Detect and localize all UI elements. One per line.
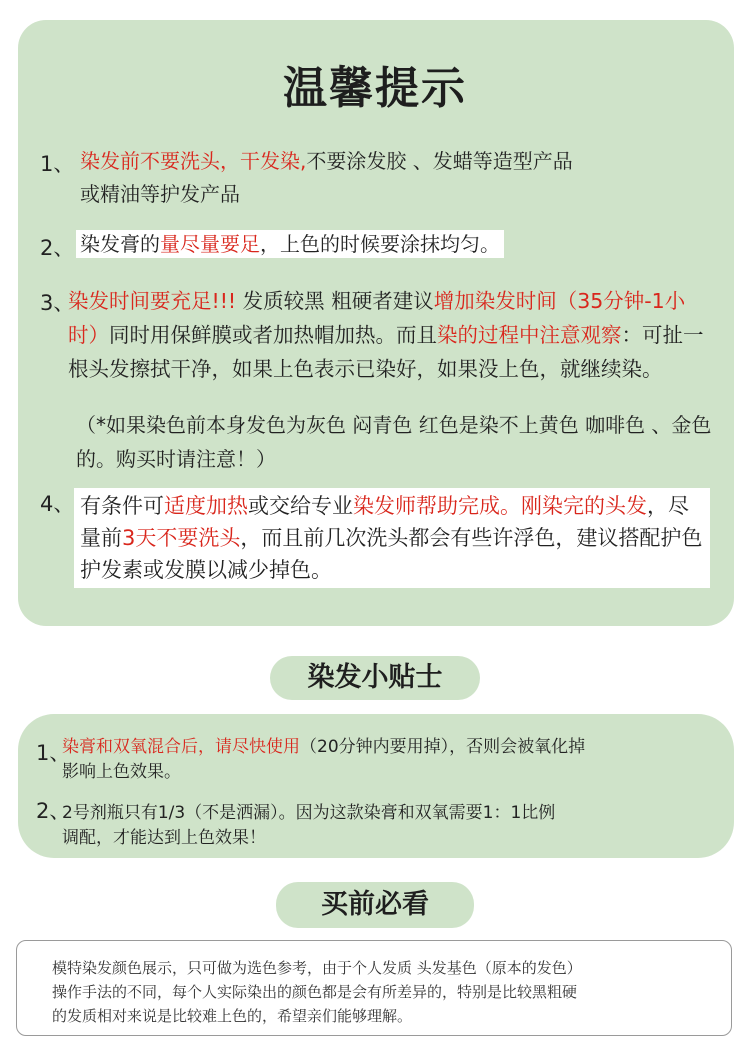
small-tip-2-number: 2、 <box>36 799 71 823</box>
small-tip-2-line-1: 2号剂瓶只有1/3（不是洒漏）。因为这款染膏和双氧需要1：1比例 <box>62 803 556 823</box>
item-3-number: 3、 <box>40 291 75 315</box>
item-4-text-g: ，而且前几次洗头都会有些许浮色，建议搭配护色护发素或发膜以减少掉色。 <box>80 526 703 582</box>
small-tip-1-line-2: 影响上色效果。 <box>62 762 181 782</box>
item-1-number: 1、 <box>40 152 75 176</box>
item-1-line-1 <box>80 145 573 178</box>
item-2-line <box>76 228 504 261</box>
item-3-highlight-a: 染发时间要充足!!! <box>68 289 243 313</box>
item-2-text-c: ，上色的时候要涂抹均匀。 <box>260 232 500 256</box>
item-2-highlight: 量尽量要足 <box>160 232 260 256</box>
item-2-number: 2、 <box>40 236 75 260</box>
small-tip-1-line-1 <box>62 735 585 759</box>
item-3-text-f: ：可扯一根头发擦拭干净，如果上色表示已染好，如果没上色，就继续染。 <box>68 323 704 381</box>
before-buy-heading: 买前必看 <box>276 882 474 928</box>
item-4-text-a: 有条件可 <box>80 494 164 518</box>
page-title: 温馨提示 <box>283 63 467 114</box>
item-4-highlight-d: 染发师帮助完成。刚染完的头发 <box>353 494 647 518</box>
item-1-line-2: 或精油等护发产品 <box>80 182 240 206</box>
item-4-text-block <box>74 488 710 588</box>
small-tips-heading: 染发小贴士 <box>270 656 480 700</box>
item-4-text-e: ，尽量前 <box>80 494 689 550</box>
notice-line-2: 操作手法的不同，每个人实际染出的颜色都是会有所差异的，特别是比较黑粗硬 <box>52 983 578 1001</box>
item-3-text-block <box>68 284 708 386</box>
item-4-highlight-b: 适度加热 <box>164 494 248 518</box>
item-2-highlight-box <box>76 230 504 258</box>
item-1-text: 不要涂发胶 、发蜡等造型产品 <box>306 149 573 173</box>
item-3-note: （*如果染色前本身发色为灰色 闷青色 红色是染不上黄色 咖啡色 、金色的。购买时请注意！） <box>76 413 712 471</box>
item-3-text-d: 同时用保鲜膜或者加热帽加热。而且 <box>109 323 437 347</box>
item-1-highlight: 染发前不要洗头，干发染, <box>80 149 307 173</box>
small-tip-1-text: （20分钟内要用掉），否则会被氧化掉 <box>300 737 586 757</box>
notice-line-1: 模特染发颜色展示，只可做为选色参考，由于个人发质 头发基色（原本的发色） <box>52 959 582 977</box>
item-4-highlight-f: 3天不要洗头 <box>122 526 241 550</box>
item-3-highlight-c: 增加染发时间（35分钟-1小时） <box>68 289 686 347</box>
small-tip-2-line-2: 调配，才能达到上色效果！ <box>62 828 266 848</box>
small-tip-1-highlight: 染膏和双氧混合后，请尽快使用 <box>62 737 300 757</box>
item-2-text-a: 染发膏的 <box>80 232 160 256</box>
small-tip-1-number: 1、 <box>36 741 71 765</box>
item-4-text-c: 或交给专业 <box>248 494 353 518</box>
item-3-text-b: 发质较黑 粗硬者建议 <box>242 289 434 313</box>
item-4-number: 4、 <box>40 492 75 516</box>
item-3-highlight-e: 染的过程中注意观察 <box>437 323 622 347</box>
notice-line-3: 的发质相对来说是比较难上色的，希望亲们能够理解。 <box>52 1007 413 1025</box>
